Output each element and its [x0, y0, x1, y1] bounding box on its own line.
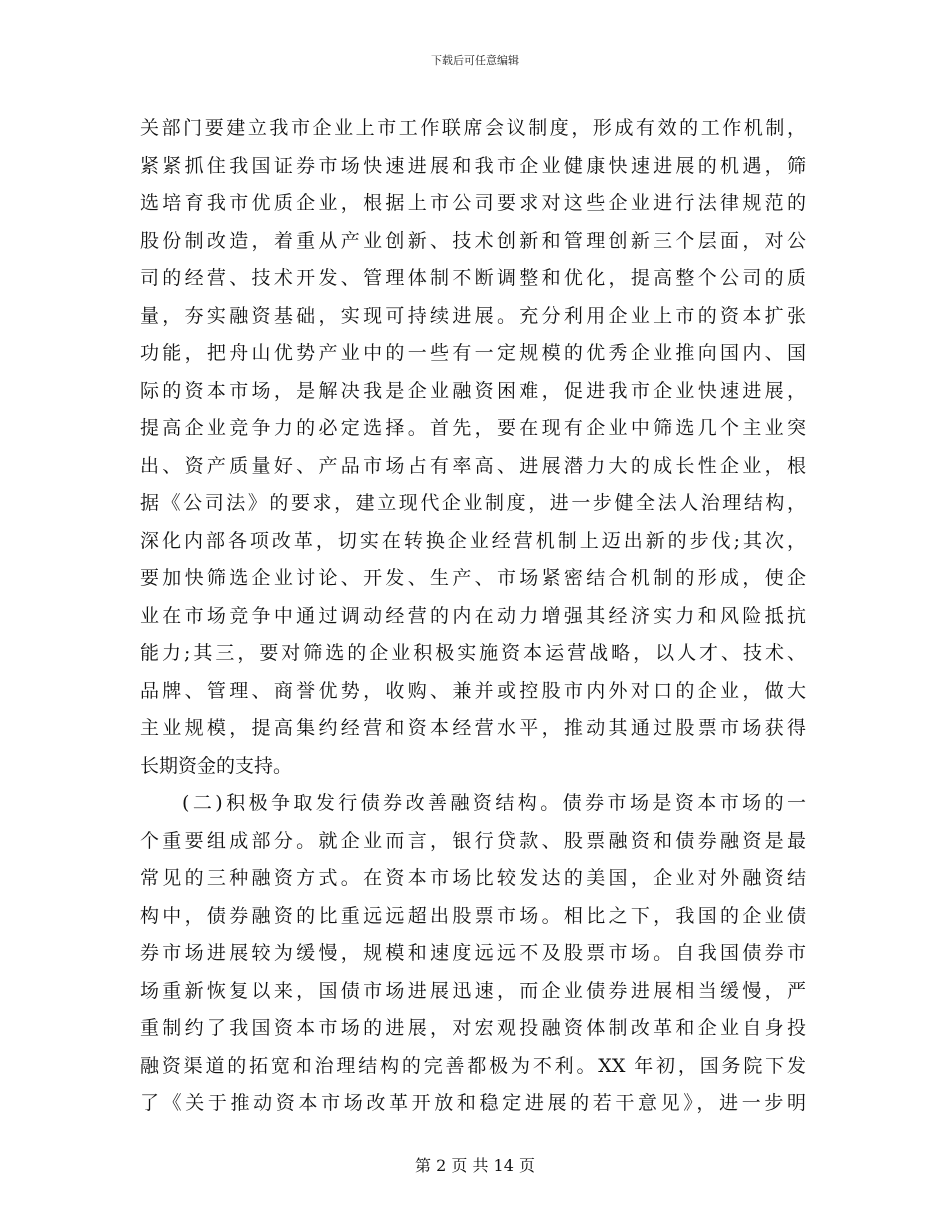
text-line: 场重新恢复以来，国债市场进展迅速，而企业债券进展相当缓慢，严 [140, 979, 806, 1002]
text-line: 选培育我市优质企业，根据上市公司要求对这些企业进行法律规范的 [140, 192, 806, 214]
text-line: 业在市场竞争中通过调动经营的内在动力增强其经济实力和风险抵抗 [140, 604, 806, 627]
text-line: 出、资产质量好、产品市场占有率高、进展潜力大的成长性企业，根 [140, 454, 806, 477]
text-line: 券市场进展较为缓慢，规模和速度远远不及股票市场。自我国债券市 [140, 942, 806, 964]
text-line: 要加快筛选企业讨论、开发、生产、市场紧密结合机制的形成，使企 [140, 567, 806, 589]
text-line: 深化内部各项改革，切实在转换企业经营机制上迈出新的步伐;其次， [140, 529, 806, 552]
text-line: 常见的三种融资方式。在资本市场比较发达的美国，企业对外融资结 [140, 867, 806, 889]
text-line: 重制约了我国资本市场的进展，对宏观投融资体制改革和企业自身投 [140, 1017, 806, 1039]
text-line: 股份制改造，着重从产业创新、技术创新和管理创新三个层面，对公 [140, 229, 806, 252]
text-line: 关部门要建立我市企业上市工作联席会议制度，形成有效的工作机制， [140, 117, 806, 139]
text-line: 司的经营、技术开发、管理体制不断调整和优化，提高整个公司的质 [140, 267, 806, 289]
text-line: 长期资金的支持。 [140, 754, 293, 777]
text-line: 融资渠道的拓宽和治理结构的完善都极为不利。XX 年初，国务院下发 [140, 1054, 806, 1077]
text-line: 紧紧抓住我国证券市场快速进展和我市企业健康快速进展的机遇，筛 [140, 154, 806, 177]
text-line: 品牌、管理、商誉优势，收购、兼并或控股市内外对口的企业，做大 [140, 679, 806, 702]
text-line: 量，夯实融资基础，实现可持续进展。充分利用企业上市的资本扩张 [140, 304, 806, 327]
text-line: 构中，债券融资的比重远远超出股票市场。相比之下，我国的企业债 [140, 904, 806, 927]
page-number-footer: 第 2 页 共 14 页 [415, 1156, 535, 1175]
text-line: 提高企业竞争力的必定选择。首先，要在现有企业中筛选几个主业突 [140, 417, 806, 439]
document-body [140, 110, 806, 1123]
text-line: 个重要组成部分。就企业而言，银行贷款、股票融资和债券融资是最 [140, 829, 806, 852]
text-line: 了《关于推动资本市场改革开放和稳定进展的若干意见》，进一步明 [140, 1092, 806, 1114]
text-line: 际的资本市场，是解决我是企业融资困难，促进我市企业快速进展， [140, 379, 806, 402]
section-heading-line: (二)积极争取发行债券改善融资结构。债券市场是资本市场的一 [182, 792, 806, 814]
text-line: 主业规模，提高集约经营和资本经营水平，推动其通过股票市场获得 [140, 717, 806, 739]
text-line: 能力;其三，要对筛选的企业积极实施资本运营战略，以人才、技术、 [140, 642, 806, 664]
text-line: 据《公司法》的要求，建立现代企业制度，进一步健全法人治理结构， [140, 492, 806, 514]
text-line: 功能，把舟山优势产业中的一些有一定规模的优秀企业推向国内、国 [140, 342, 806, 364]
page-header-note: 下载后可任意编辑 [431, 54, 519, 67]
